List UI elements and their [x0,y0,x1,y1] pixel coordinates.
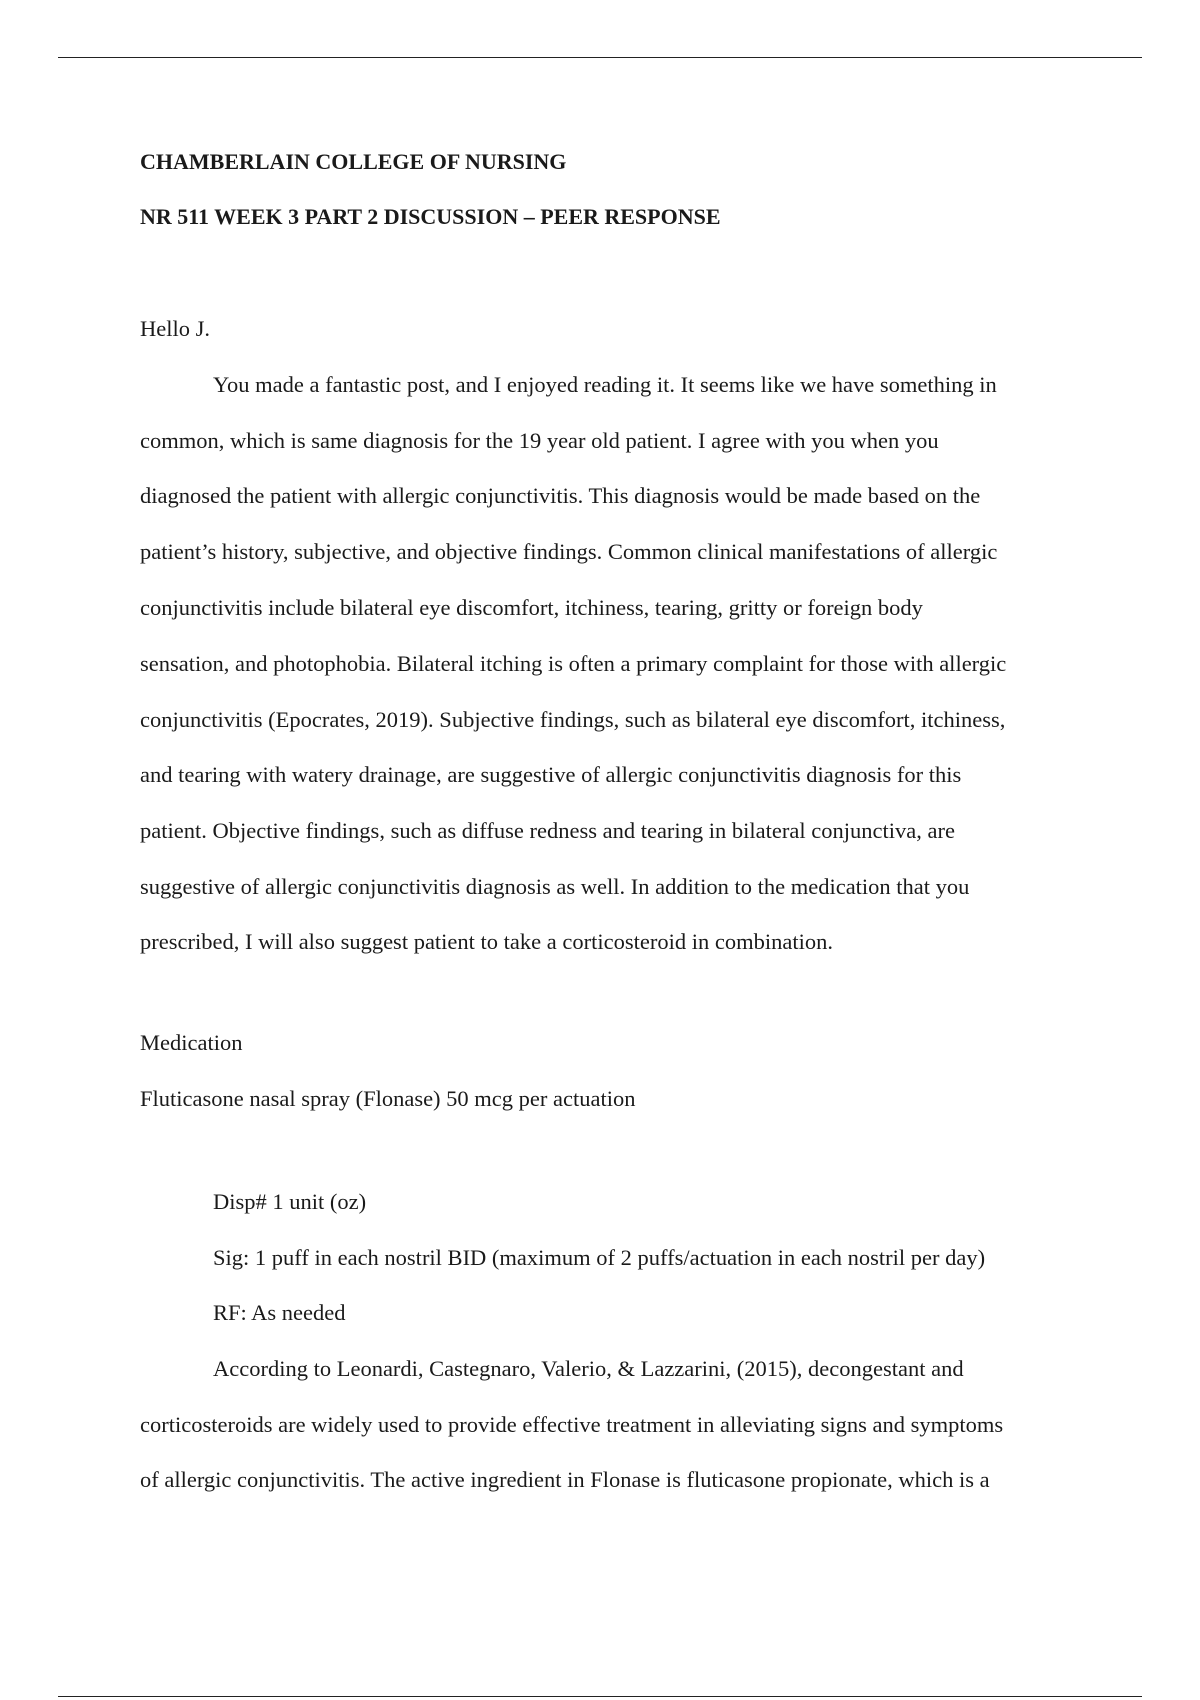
paragraph-line: prescribed, I will also suggest patient to take a corticosteroid in combination. [140,929,833,954]
paragraph-line: According to Leonardi, Castegnaro, Valerio, & Lazzarini, (2015), decongestant and [213,1356,964,1381]
prescription-refill: RF: As needed [213,1300,346,1325]
greeting: Hello J. [140,316,210,341]
paragraph-line: common, which is same diagnosis for the 19 year old patient. I agree with you when you [140,428,939,453]
paragraph-line: patient. Objective findings, such as diffuse redness and tearing in bilateral conjunctiva, are [140,818,955,843]
paragraph-line: patient’s history, subjective, and objective findings. Common clinical manifestations of allergic [140,539,998,564]
paragraph-line: sensation, and photophobia. Bilateral itching is often a primary complaint for those with allergic [140,651,1007,676]
medication-name: Fluticasone nasal spray (Flonase) 50 mcg per actuation [140,1086,636,1111]
paragraph-line: suggestive of allergic conjunctivitis diagnosis as well. In addition to the medication that you [140,874,970,899]
paragraph-line: corticosteroids are widely used to provide effective treatment in alleviating signs and symptoms [140,1412,1004,1437]
paragraph-line: of allergic conjunctivitis. The active ingredient in Flonase is fluticasone propionate, which is a [140,1467,990,1492]
prescription-disp: Disp# 1 unit (oz) [213,1189,367,1214]
institution-heading: CHAMBERLAIN COLLEGE OF NURSING [140,149,567,174]
paragraph-line: conjunctivitis (Epocrates, 2019). Subjective findings, such as bilateral eye discomfort, itchiness, [140,707,1006,732]
paragraph-line: You made a fantastic post, and I enjoyed reading it. It seems like we have something in [213,372,997,397]
bottom-rule [58,1696,1142,1697]
prescription-sig: Sig: 1 puff in each nostril BID (maximum of 2 puffs/actuation in each nostril per day) [213,1245,986,1270]
top-rule [58,57,1142,58]
course-title-heading: NR 511 WEEK 3 PART 2 DISCUSSION – PEER RESPONSE [140,204,721,229]
paragraph-line: diagnosed the patient with allergic conjunctivitis. This diagnosis would be made based on the [140,483,981,508]
medication-heading: Medication [140,1030,243,1055]
paragraph-line: conjunctivitis include bilateral eye discomfort, itchiness, tearing, gritty or foreign body [140,595,923,620]
paragraph-line: and tearing with watery drainage, are suggestive of allergic conjunctivitis diagnosis for this [140,762,962,787]
